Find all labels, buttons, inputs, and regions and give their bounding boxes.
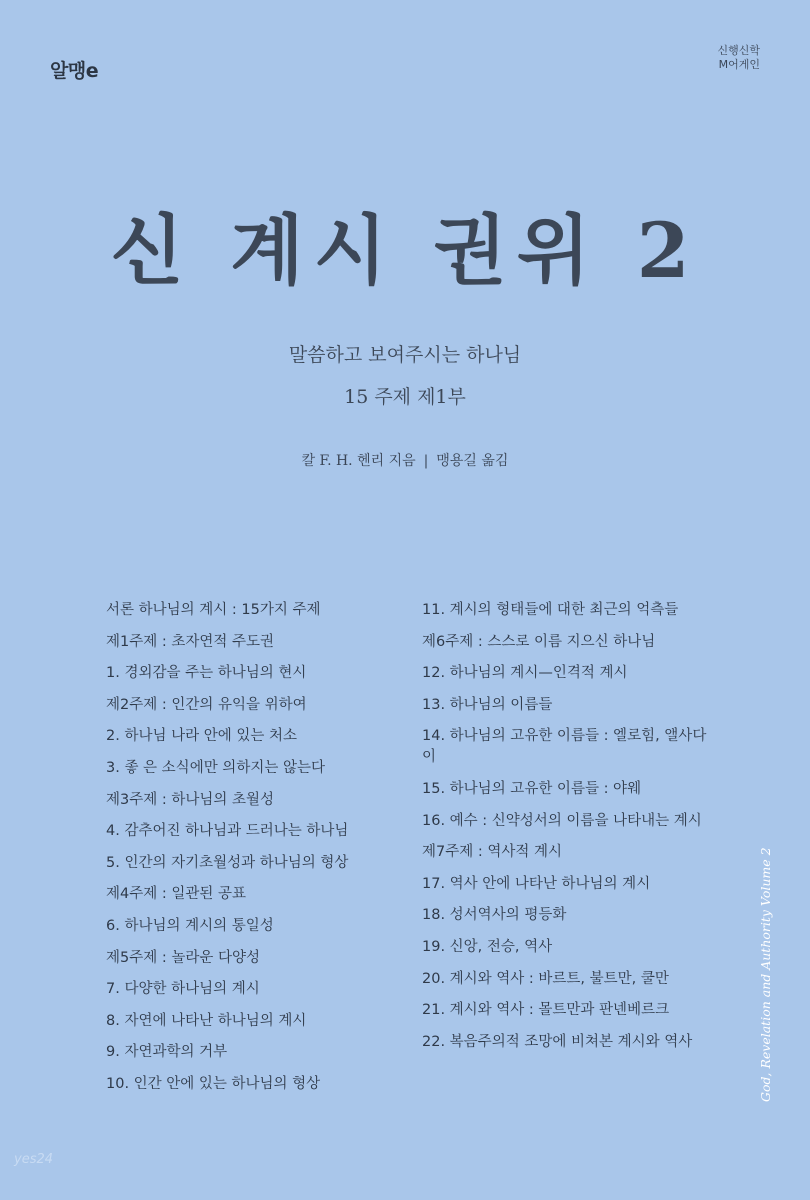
- toc-item: 1. 경외감을 주는 하나님의 현시: [106, 665, 307, 682]
- toc-item: 15. 하나님의 고유한 이름들 : 야웨: [422, 780, 642, 797]
- toc-item: 20. 계시와 역사 : 바르트, 불트만, 쿨만: [422, 970, 669, 987]
- credits: [0, 450, 810, 470]
- toc-right-column: [422, 600, 717, 1063]
- toc-item: 12. 하나님의 계시—인격적 계시: [422, 665, 628, 682]
- toc-item: 11. 계시의 형태들에 대한 최근의 억측들: [422, 602, 679, 618]
- publisher-logo: 알맹e: [50, 60, 99, 82]
- toc-item: 10. 인간 안에 있는 하나님의 형상: [106, 1075, 321, 1092]
- credits-separator: |: [423, 453, 429, 469]
- book-title: 신 계시 권위 2: [110, 206, 700, 295]
- watermark: yes24: [14, 1152, 54, 1167]
- toc-item: 제4주제 : 일관된 공표: [106, 886, 246, 903]
- spine-english-title: God, Revelation and Authority Volume 2: [758, 847, 773, 1102]
- toc-item: 7. 다양한 하나님의 계시: [106, 981, 260, 998]
- toc-item: 21. 계시와 역사 : 몰트만과 판넨베르크: [422, 1002, 670, 1019]
- toc-item: 제7주제 : 역사적 계시: [422, 844, 562, 861]
- toc-item: 14. 하나님의 고유한 이름들 : 엘로힘, 앨사다이: [422, 728, 707, 766]
- toc-item: 제3주제 : 하나님의 초월성: [106, 791, 275, 808]
- toc-item: 9. 자연과학의 거부: [106, 1044, 228, 1061]
- toc-left-column: [106, 600, 406, 1106]
- toc-item: 5. 인간의 자기초월성과 하나님의 형상: [106, 854, 349, 871]
- series-label: [660, 44, 760, 72]
- toc-item: 8. 자연에 나타난 하나님의 계시: [106, 1012, 307, 1029]
- author: 칼 F. H. 헨리 지음: [301, 453, 416, 469]
- series-line-2: M어게인: [718, 58, 760, 71]
- toc-item: 4. 감추어진 하나님과 드러나는 하나님: [106, 823, 349, 840]
- toc-item: 서론 하나님의 계시 : 15가지 주제: [106, 602, 321, 618]
- toc-item: 16. 예수 : 신약성서의 이름을 나타내는 계시: [422, 812, 702, 829]
- translator: 맹용길 옮김: [436, 453, 509, 469]
- toc-item: 3. 좋 은 소식에만 의하지는 않는다: [106, 759, 325, 776]
- toc-item: 13. 하나님의 이름들: [422, 696, 553, 713]
- toc-item: 제2주제 : 인간의 유익을 위하여: [106, 696, 307, 713]
- toc-item: 제5주제 : 놀라운 다양성: [106, 949, 261, 966]
- toc-item: 17. 역사 안에 나타난 하나님의 계시: [422, 875, 651, 892]
- toc-item: 19. 신앙, 전승, 역사: [422, 938, 553, 955]
- book-part: 15 주제 제1부: [344, 386, 466, 408]
- toc-item: 22. 복음주의적 조망에 비쳐본 계시와 역사: [422, 1033, 693, 1050]
- toc-item: 2. 하나님 나라 안에 있는 처소: [106, 728, 297, 745]
- toc-item: 제6주제 : 스스로 이름 지으신 하나님: [422, 633, 656, 650]
- series-line-1: 신행신학: [717, 44, 760, 57]
- toc-item: 18. 성서역사의 평등화: [422, 907, 567, 924]
- toc-item: 제1주제 : 초자연적 주도권: [106, 633, 275, 650]
- toc-item: 6. 하나님의 계시의 통일성: [106, 917, 274, 934]
- book-subtitle: 말씀하고 보여주시는 하나님: [288, 344, 522, 366]
